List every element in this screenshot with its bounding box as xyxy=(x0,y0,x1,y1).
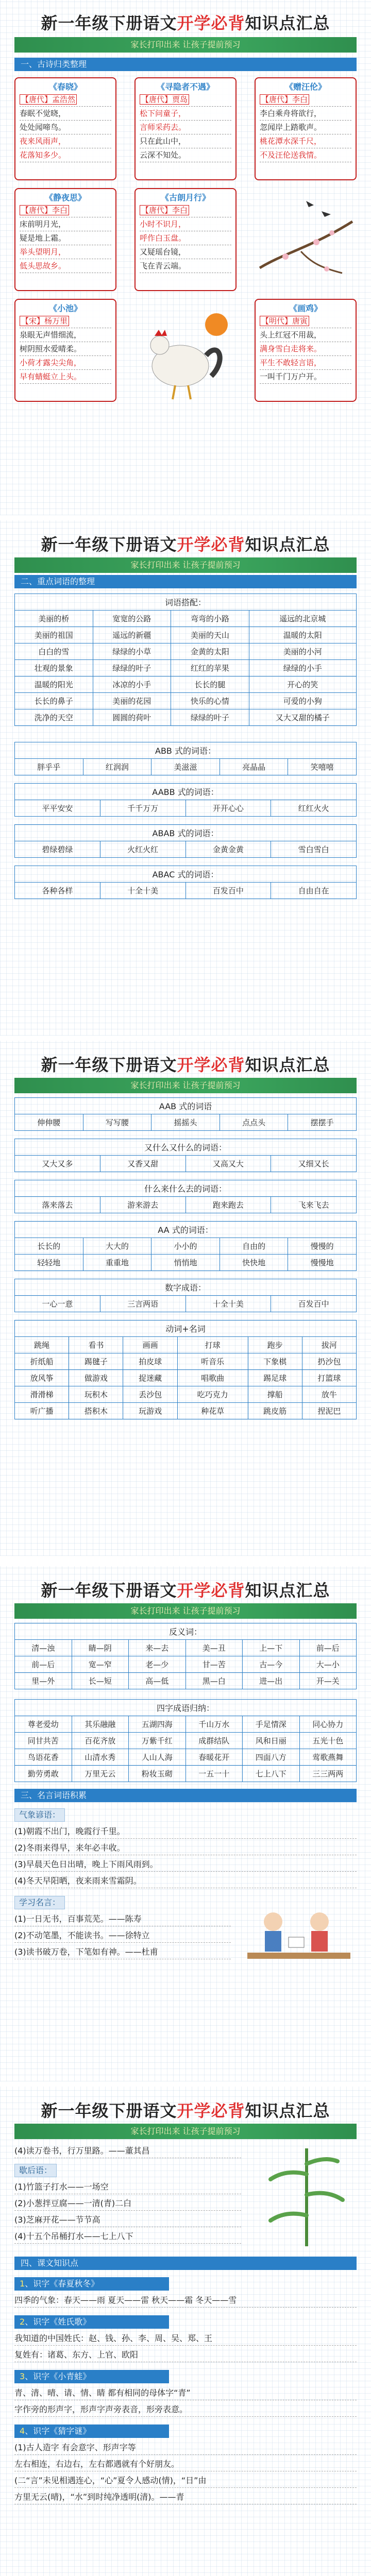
poem-card: 《赠汪伦》 【唐代】李白 李白乘舟将欲行， 忽闻岸上踏歌声。 桃花潭水深千尺， 不及汪伦送我情。 xyxy=(255,77,357,180)
proverb-line: (3)早晨天色日出晴，晚上下雨风雨到。 xyxy=(14,1858,357,1872)
antonyms-table: 反义词： 清—浊 睛—阴 来—去 美—丑 上—下 前—后 前—后 宽—窄 老—少 甘—苦 古—今 大—小 里—外 长—短 高—低 黑—白 进—出 开—关 xyxy=(14,1623,357,1689)
proverb-line: (4)冬天早阳晒，夜来雨来雪霜阴。 xyxy=(14,1874,357,1888)
number-idioms-table: 数字成语： 一心一意 三言两语 十全十美 百发百中 xyxy=(14,1279,357,1312)
xiehouyu-label: 歇后语： xyxy=(14,2164,57,2177)
subtitle-banner: 家长打印出来 让孩子提前预习 xyxy=(14,2124,357,2139)
abab-words-table: ABAB 式的词语： 碧绿碧绿 火红火红 金黄金黄 雪白雪白 xyxy=(14,824,357,858)
lesson-item-text: (1)古人造字 有会意字、形声字等 xyxy=(14,2441,357,2455)
xiehouyu-line: (1)竹篮子打水——一场空 xyxy=(14,2180,241,2194)
study-quotes-label: 学习名言： xyxy=(14,1896,65,1909)
you-you-words-table: 又什么又什么的词语： 又大又多 又香又甜 又高又大 又细又长 xyxy=(14,1139,357,1172)
lesson-item-text: 方里无云(晴)，“水”到时纯净透明(清)。——青 xyxy=(14,2490,357,2504)
proverb-line: (2)冬雨来得早，来年必丰收。 xyxy=(14,1841,357,1855)
subtitle-banner: 家长打印出来 让孩子提前预习 xyxy=(14,557,357,573)
lesson-item-text: 四季的气象：春天——雨 夏天——雷 秋天——霜 冬天——雪 xyxy=(14,2294,357,2308)
abb-words-table: ABB 式的词语： 胖乎乎 红润润 美滋滋 亮晶晶 笑嘻嘻 xyxy=(14,742,357,775)
poem-card: 《寻隐者不遇》 【唐代】贾岛 松下问童子， 言师采药去。 只在此山中， 云深不知处。 xyxy=(134,77,237,180)
poem-card: 《画鸡》 【明代】唐寅 头上红冠不用裁， 满身雪白走将来。 平生不敢轻言语， 一叫千门万户开。 xyxy=(255,299,357,402)
page-title: 新一年级下册语文开学必背知识点汇总 xyxy=(41,1055,330,1075)
aab-words-table: AAB 式的词语 伸伸腰 写写腰 摇摇头 点点头 摆摆手 xyxy=(14,1097,357,1131)
page-2 xyxy=(0,520,371,1036)
weather-proverbs-label: 气象谚语： xyxy=(14,1808,65,1822)
page-5 xyxy=(0,2087,371,2576)
proverb-line: (1)朝霞不出门，晚霞行千里。 xyxy=(14,1825,357,1839)
section-heading: 四、课文知识点 xyxy=(14,2257,357,2270)
lesson-item-text: 我知道的中国姓氏：赵、钱、孙、李、周、吴、郑、王 xyxy=(14,2332,357,2346)
lai-qu-words-table: 什么来什么去的词语： 落来落去 游来游去 跑来跑去 飞来飞去 xyxy=(14,1180,357,1213)
subtitle-banner: 家长打印出来 让孩子提前预习 xyxy=(14,37,357,53)
lesson-item-text: 左右相连，右边右，左右都遇就有个好朋友。 xyxy=(14,2458,357,2471)
page-title: 新一年级下册语文开学必背知识点汇总 xyxy=(41,1581,330,1600)
xiehouyu-line: (3)芝麻开花——节节高 xyxy=(14,2213,241,2227)
reading-children-illustration xyxy=(242,1896,356,1968)
page-4 xyxy=(0,1566,371,2081)
section-heading: 二、重点词语的整理 xyxy=(14,575,357,588)
section-heading: 三、名言词语积累 xyxy=(14,1789,357,1802)
abac-words-table: ABAC 式的词语： 各种各样 十全十美 百发百中 自由自在 xyxy=(14,866,357,899)
page-title: 新一年级下册语文开学必背知识点汇总 xyxy=(41,2101,330,2121)
lesson-item-text: 青、清、晴、请、情、睛 都有相同的母体字“青” xyxy=(14,2386,357,2400)
page-title: 新一年级下册语文开学必背知识点汇总 xyxy=(41,13,330,33)
section-heading: 一、古诗归类整理 xyxy=(14,58,357,71)
quote-line: (4)读万卷书，行万里路。——董其昌 xyxy=(14,2144,241,2158)
page-1 xyxy=(0,0,371,515)
subtitle-banner: 家长打印出来 让孩子提前预习 xyxy=(14,1603,357,1619)
rooster-illustration xyxy=(129,304,242,402)
lesson-item-text: 复姓有：诸葛、东方、上官、欧阳 xyxy=(14,2348,357,2362)
aa-words-table: AA 式的词语： 长长的 大大的 小小的 自由的 慢慢的 轻轻地 重重地 悄悄地 快快地 慢慢地 xyxy=(14,1221,357,1271)
lesson-item-heading: 2、识字《姓氏歌》 xyxy=(14,2315,169,2329)
quote-line: (1)一日无书，百事荒芜。——陈寿 xyxy=(14,1912,231,1926)
page-title: 新一年级下册语文开学必背知识点汇总 xyxy=(41,535,330,554)
quote-line: (2)不动笔墨，不能读书。——徐特立 xyxy=(14,1929,231,1943)
lesson-item-text: (二“言”未见相遇连心，“心”夏令人感动(情)，“日”由 xyxy=(14,2474,357,2488)
lesson-item-heading: 3、识字《小青蛙》 xyxy=(14,2370,169,2383)
verb-noun-table: 动词+名词 跳绳 看书 画画 打球 跑步 拔河 折纸船 踢毽子 拍皮球 听音乐 下象棋 扔沙包 放风筝 做游戏 捉迷藏 唱歌曲 踢足球 打篮球 滑滑梯 玩积木 丢沙包 吃巧克力 撑船 放牛 听广播 搭积木 玩游戏 种花草 跳皮筋 捏泥巴 xyxy=(14,1320,357,1419)
page-3 xyxy=(0,1041,371,1556)
poem-card: 《古朗月行》 【唐代】李白 小时不识月， 呼作白玉盘。 又疑瑶台镜， 飞在青云端。 xyxy=(134,188,237,291)
aabb-words-table: AABB 式的词语： 平平安安 千千万万 开开心心 红红火火 xyxy=(14,783,357,817)
plum-branch-illustration xyxy=(255,191,357,289)
xiehouyu-line: (2)小葱拌豆腐——一清(青)二白 xyxy=(14,2197,241,2211)
bamboo-plant-illustration xyxy=(258,2143,356,2251)
lesson-item-text: 字作旁的形声字，形声字声旁表音，形旁表意。 xyxy=(14,2403,357,2417)
lesson-item-heading: 4、识字《猜字谜》 xyxy=(14,2425,169,2438)
subtitle-banner: 家长打印出来 让孩子提前预习 xyxy=(14,1078,357,1093)
poem-card: 《春晓》 【唐代】孟浩然 春眠不觉晓， 处处闻啼鸟。 夜来风雨声， 花落知多少。 xyxy=(14,77,116,180)
quote-line: (3)读书破万卷，下笔如有神。——杜甫 xyxy=(14,1945,231,1959)
poem-card: 《小池》 【宋】杨万里 泉眼无声惜细流， 树阴照水爱晴柔。 小荷才露尖尖角， 早有蜻蜓立上头。 xyxy=(14,299,116,402)
word-pairs-table: 词语搭配： 美丽的桥 宽宽的公路 弯弯的小路 遥远的北京城 美丽的祖国 遥远的新疆 美丽的天山 温暖的太阳 白白的雪 绿绿的小草 金黄的太阳 美丽的小河 壮观的景象 绿绿的叶子 红红的苹果 绿绿的小手 温暖的阳光 冰凉的小手 长长的腿 开心的笑 长长的鼻子 美丽的花园 快乐的心情 可爱的小狗 洗净的天空 圆圆的荷叶 绿绿的叶子 又大又甜的橘子 xyxy=(14,594,357,726)
xiehouyu-line: (4)十五个吊桶打水——七上八下 xyxy=(14,2230,241,2244)
poem-card: 《静夜思》 【唐代】李白 床前明月光， 疑是地上霜。 举头望明月， 低头思故乡。 xyxy=(14,188,116,291)
lesson-item-heading: 1、识字《春夏秋冬》 xyxy=(14,2277,169,2291)
four-char-idioms-table: 四字成语归纳： 尊老爱幼 其乐融融 五湖四海 千山万水 手足情深 同心协力 同甘共苦 百花齐放 万紫千红 成群结队 风和日丽 五光十色 鸟语花香 山清水秀 人山人海 春暖花开 四面八方 莺歌燕舞 勤劳勇敢 万里无云 粉妆玉砌 一五一十 七上八下 三三两两 xyxy=(14,1699,357,1782)
